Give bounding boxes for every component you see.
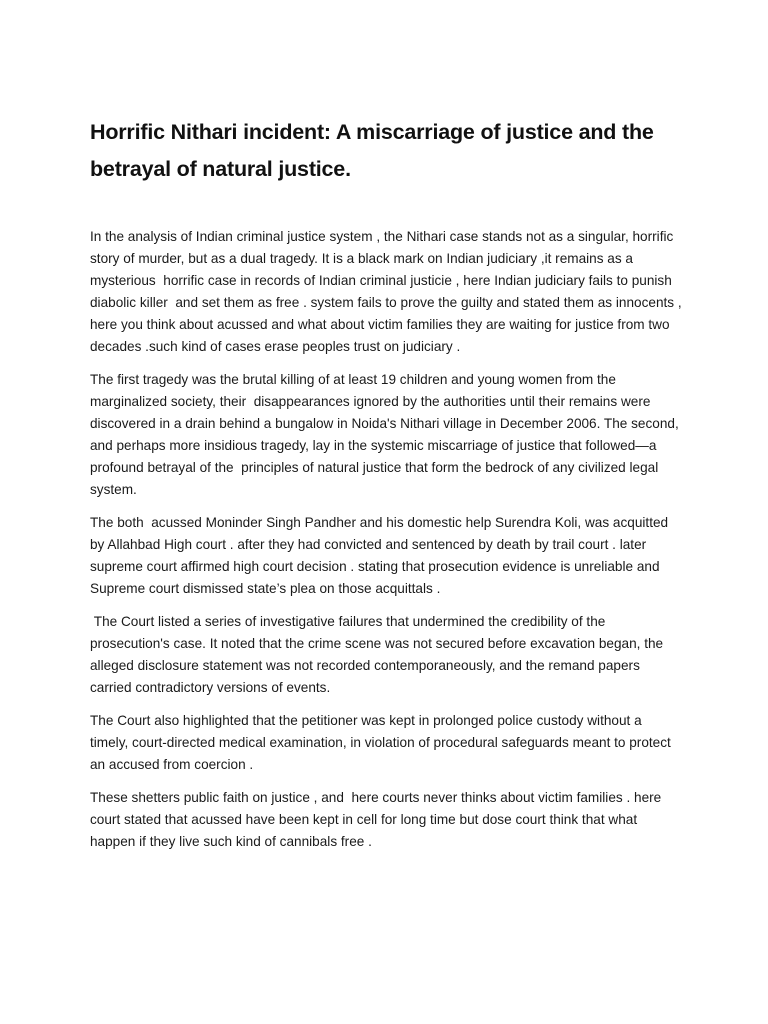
paragraph-4: The Court listed a series of investigative failures that undermined the credibility of the prosecution's case. It noted that the crime scene was not secured before excavation began, the alleged disclosure statement was not recorded contemporaneously, and the remand papers carried contradictory versions of events. (90, 614, 667, 695)
article-body (90, 226, 686, 864)
paragraph-1: In the analysis of Indian criminal justice system , the Nithari case stands not as a singular, horrific story of murder, but as a dual tragedy. It is a black mark on Indian judiciary ,it remains as a mysterious horrific case in records of Indian criminal justicie , here Indian judiciary fails to punish diabolic killer and set them as free . system fails to prove the guilty and stated them as innocents , here you think about acussed and what about victim families they are waiting for justice from two decades .such kind of cases erase peoples trust on judiciary . (90, 229, 686, 354)
paragraph-5: The Court also highlighted that the petitioner was kept in prolonged police custody without a timely, court-directed medical examination, in violation of procedural safeguards meant to protect an accused from coercion . (90, 713, 675, 772)
paragraph-3: The both acussed Moninder Singh Pandher and his domestic help Surendra Koli, was acquitted by Allahbad High court . after they had convicted and sentenced by death by trail court . later supreme court affirmed high court decision . stating that prosecution evidence is unreliable and Supreme court dismissed state’s plea on those acquittals . (90, 515, 672, 596)
paragraph-6: These shetters public faith on justice , and here courts never thinks about victim families . here court stated that acussed have been kept in cell for long time but dose court think that what happen if they live such kind of cannibals free . (90, 790, 665, 849)
paragraph-2: The first tragedy was the brutal killing of at least 19 children and young women from the marginalized society, their disappearances ignored by the authorities until their remains were discovered in a drain behind a bungalow in Noida's Nithari village in December 2006. The second, and perhaps more insidious tragedy, lay in the systemic miscarriage of justice that followed—a profound betrayal of the principles of natural justice that form the bedrock of any civilized legal system. (90, 372, 683, 497)
article-title: Horrific Nithari incident: A miscarriage of justice and the betrayal of natural justice. (90, 120, 654, 181)
